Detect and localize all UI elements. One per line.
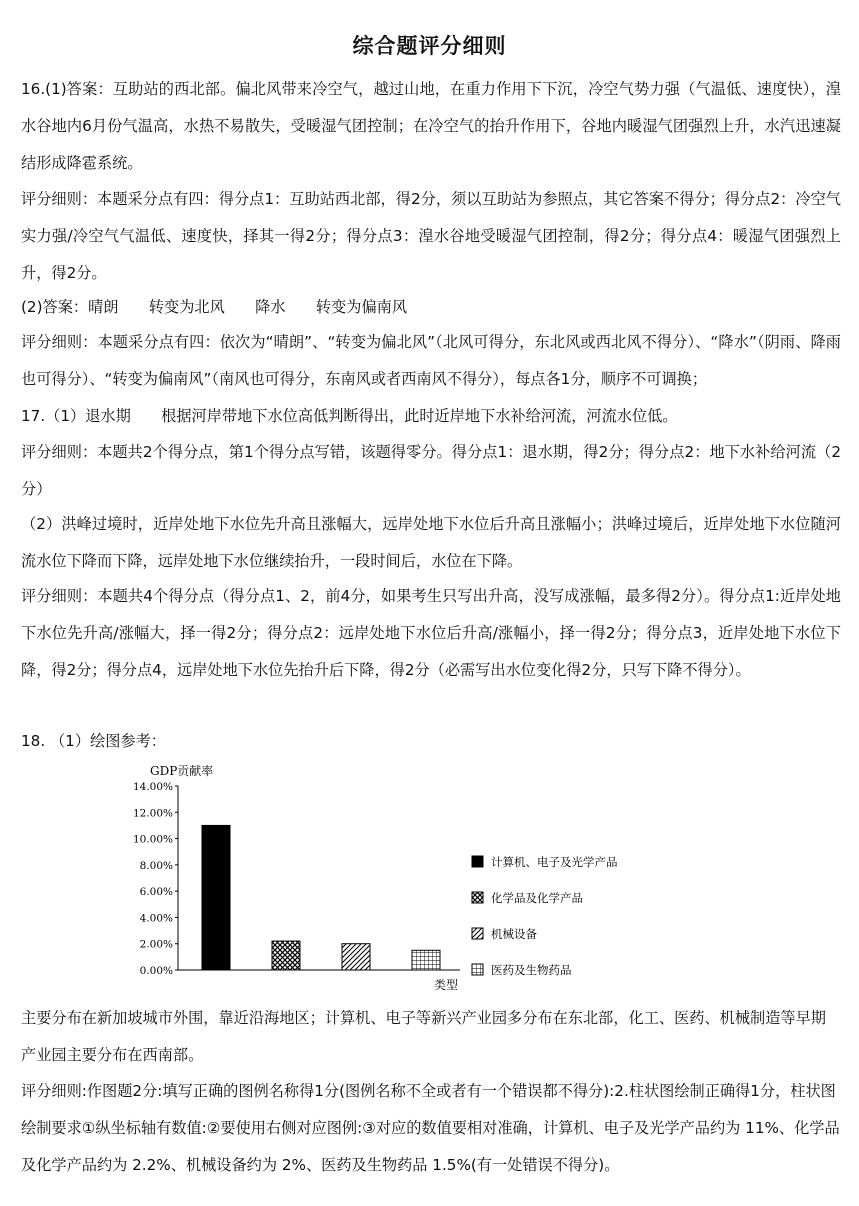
y-tick-label: 0.00% xyxy=(139,965,173,977)
y-tick-label: 14.00% xyxy=(132,781,173,793)
bar-2 xyxy=(272,941,300,970)
legend-swatch-4 xyxy=(472,964,483,975)
q17-1-rubric: 评分细则：本题共2个得分点，第1个得分点写错，该题得零分。得分点1：退水期，得2分；得分点2：地下水补给河流（2分） xyxy=(21,443,841,498)
y-tick-label: 2.00% xyxy=(139,938,173,951)
legend-label-1: 计算机、电子及光学产品 xyxy=(491,855,618,869)
q16-2-answer: (2)答案：晴朗 转变为北风 降水 转变为偏南风 xyxy=(21,298,408,316)
q16-2-rubric: 评分细则：本题采分点有四：依次为“晴朗”、“转变为偏北风”（北风可得分，东北风或西北风不得分）、“降水”（阴雨、降雨也可得分）、“转变为偏南风”（南风也可得分，东南风或者西南风不得分），每点各1分，顺序不可调换； xyxy=(21,333,841,388)
y-axis-label: GDP贡献率 xyxy=(150,764,214,778)
legend-label-4: 医药及生物药品 xyxy=(491,963,572,977)
q17-2-answer: （2）洪峰过境时，近岸处地下水位先升高且涨幅大，远岸处地下水位后升高且涨幅小；洪峰过境后，近岸处地下水位随河流水位下降而下降，远岸处地下水位继续抬升，一段时间后，水位在下降。 xyxy=(21,515,841,570)
bar-1 xyxy=(202,825,230,970)
q17-1-answer: 17.（1）退水期 根据河岸带地下水位高低判断得出，此时近岸地下水补给河流，河流水位低。 xyxy=(21,407,678,425)
y-tick-label: 4.00% xyxy=(139,912,173,925)
bar-4 xyxy=(412,950,440,970)
q16-1-answer: 16.(1)答案：互助站的西北部。偏北风带来冷空气，越过山地，在重力作用下下沉，冷空气势力强（气温低、速度快），湟水谷地内6月份气温高，水热不易散失，受暖湿气团控制；在冷空气的抬升作用下，谷地内暖湿气团强烈上升，水汽迅速凝结形成降雹系统。 xyxy=(21,80,841,172)
y-tick-label: 8.00% xyxy=(139,859,173,872)
y-tick-label: 12.00% xyxy=(132,807,173,820)
q18-1-heading: 18. （1）绘图参考： xyxy=(21,732,166,750)
q18-rubric: 评分细则:作图题2分:填写正确的图例名称得1分(图例名称不全或者有一个错误都不得分):2.柱状图绘制正确得1分，柱状图绘制要求①纵坐标轴有数值:②要使用右侧对应图例:③对应的数值要相对准确，计算机、电子及光学产品约为 11%、化学品及化学产品约为 2.2%、机械设备约为 2%、医药及生物药品 1.5%(有一处错误不得分)。 xyxy=(21,1082,840,1174)
bar-3 xyxy=(342,944,370,970)
legend-swatch-2 xyxy=(472,892,483,903)
q17-2-rubric: 评分细则：本题共4个得分点（得分点1、2，前4分，如果考生只写出升高，没写成涨幅，最多得2分）。得分点1:近岸处地下水位先升高/涨幅大，择一得2分；得分点2：远岸处地下水位后升高/涨幅小，择一得2分；得分点3，近岸处地下水位下降，得2分；得分点4，远岸处地下水位先抬升后下降，得2分（必需写出水位变化得2分，只写下降不得分）。 xyxy=(21,587,841,679)
y-tick-label: 6.00% xyxy=(139,886,173,899)
legend-swatch-1 xyxy=(472,856,483,867)
q16-1-rubric: 评分细则：本题采分点有四：得分点1：互助站西北部，得2分，须以互助站为参照点，其它答案不得分；得分点2：冷空气实力强/冷空气气温低、速度快，择其一得2分；得分点3：湟水谷地受暖湿气团控制，得2分；得分点4：暖湿气团强烈上升，得2分。 xyxy=(21,190,841,282)
page-title: 综合题评分细则 xyxy=(352,34,507,58)
legend-label-3: 机械设备 xyxy=(491,927,537,941)
q18-distribution-answer: 主要分布在新加坡城市外围，靠近沿海地区；计算机、电子等新兴产业园多分布在东北部，化工、医药、机械制造等早期产业园主要分布在西南部。 xyxy=(21,1009,826,1064)
y-tick-label: 10.00% xyxy=(132,833,173,846)
x-axis-label: 类型 xyxy=(434,978,459,992)
legend-swatch-3 xyxy=(472,928,483,939)
gdp-bar-chart xyxy=(120,760,640,1000)
legend-label-2: 化学品及化学产品 xyxy=(491,891,583,905)
